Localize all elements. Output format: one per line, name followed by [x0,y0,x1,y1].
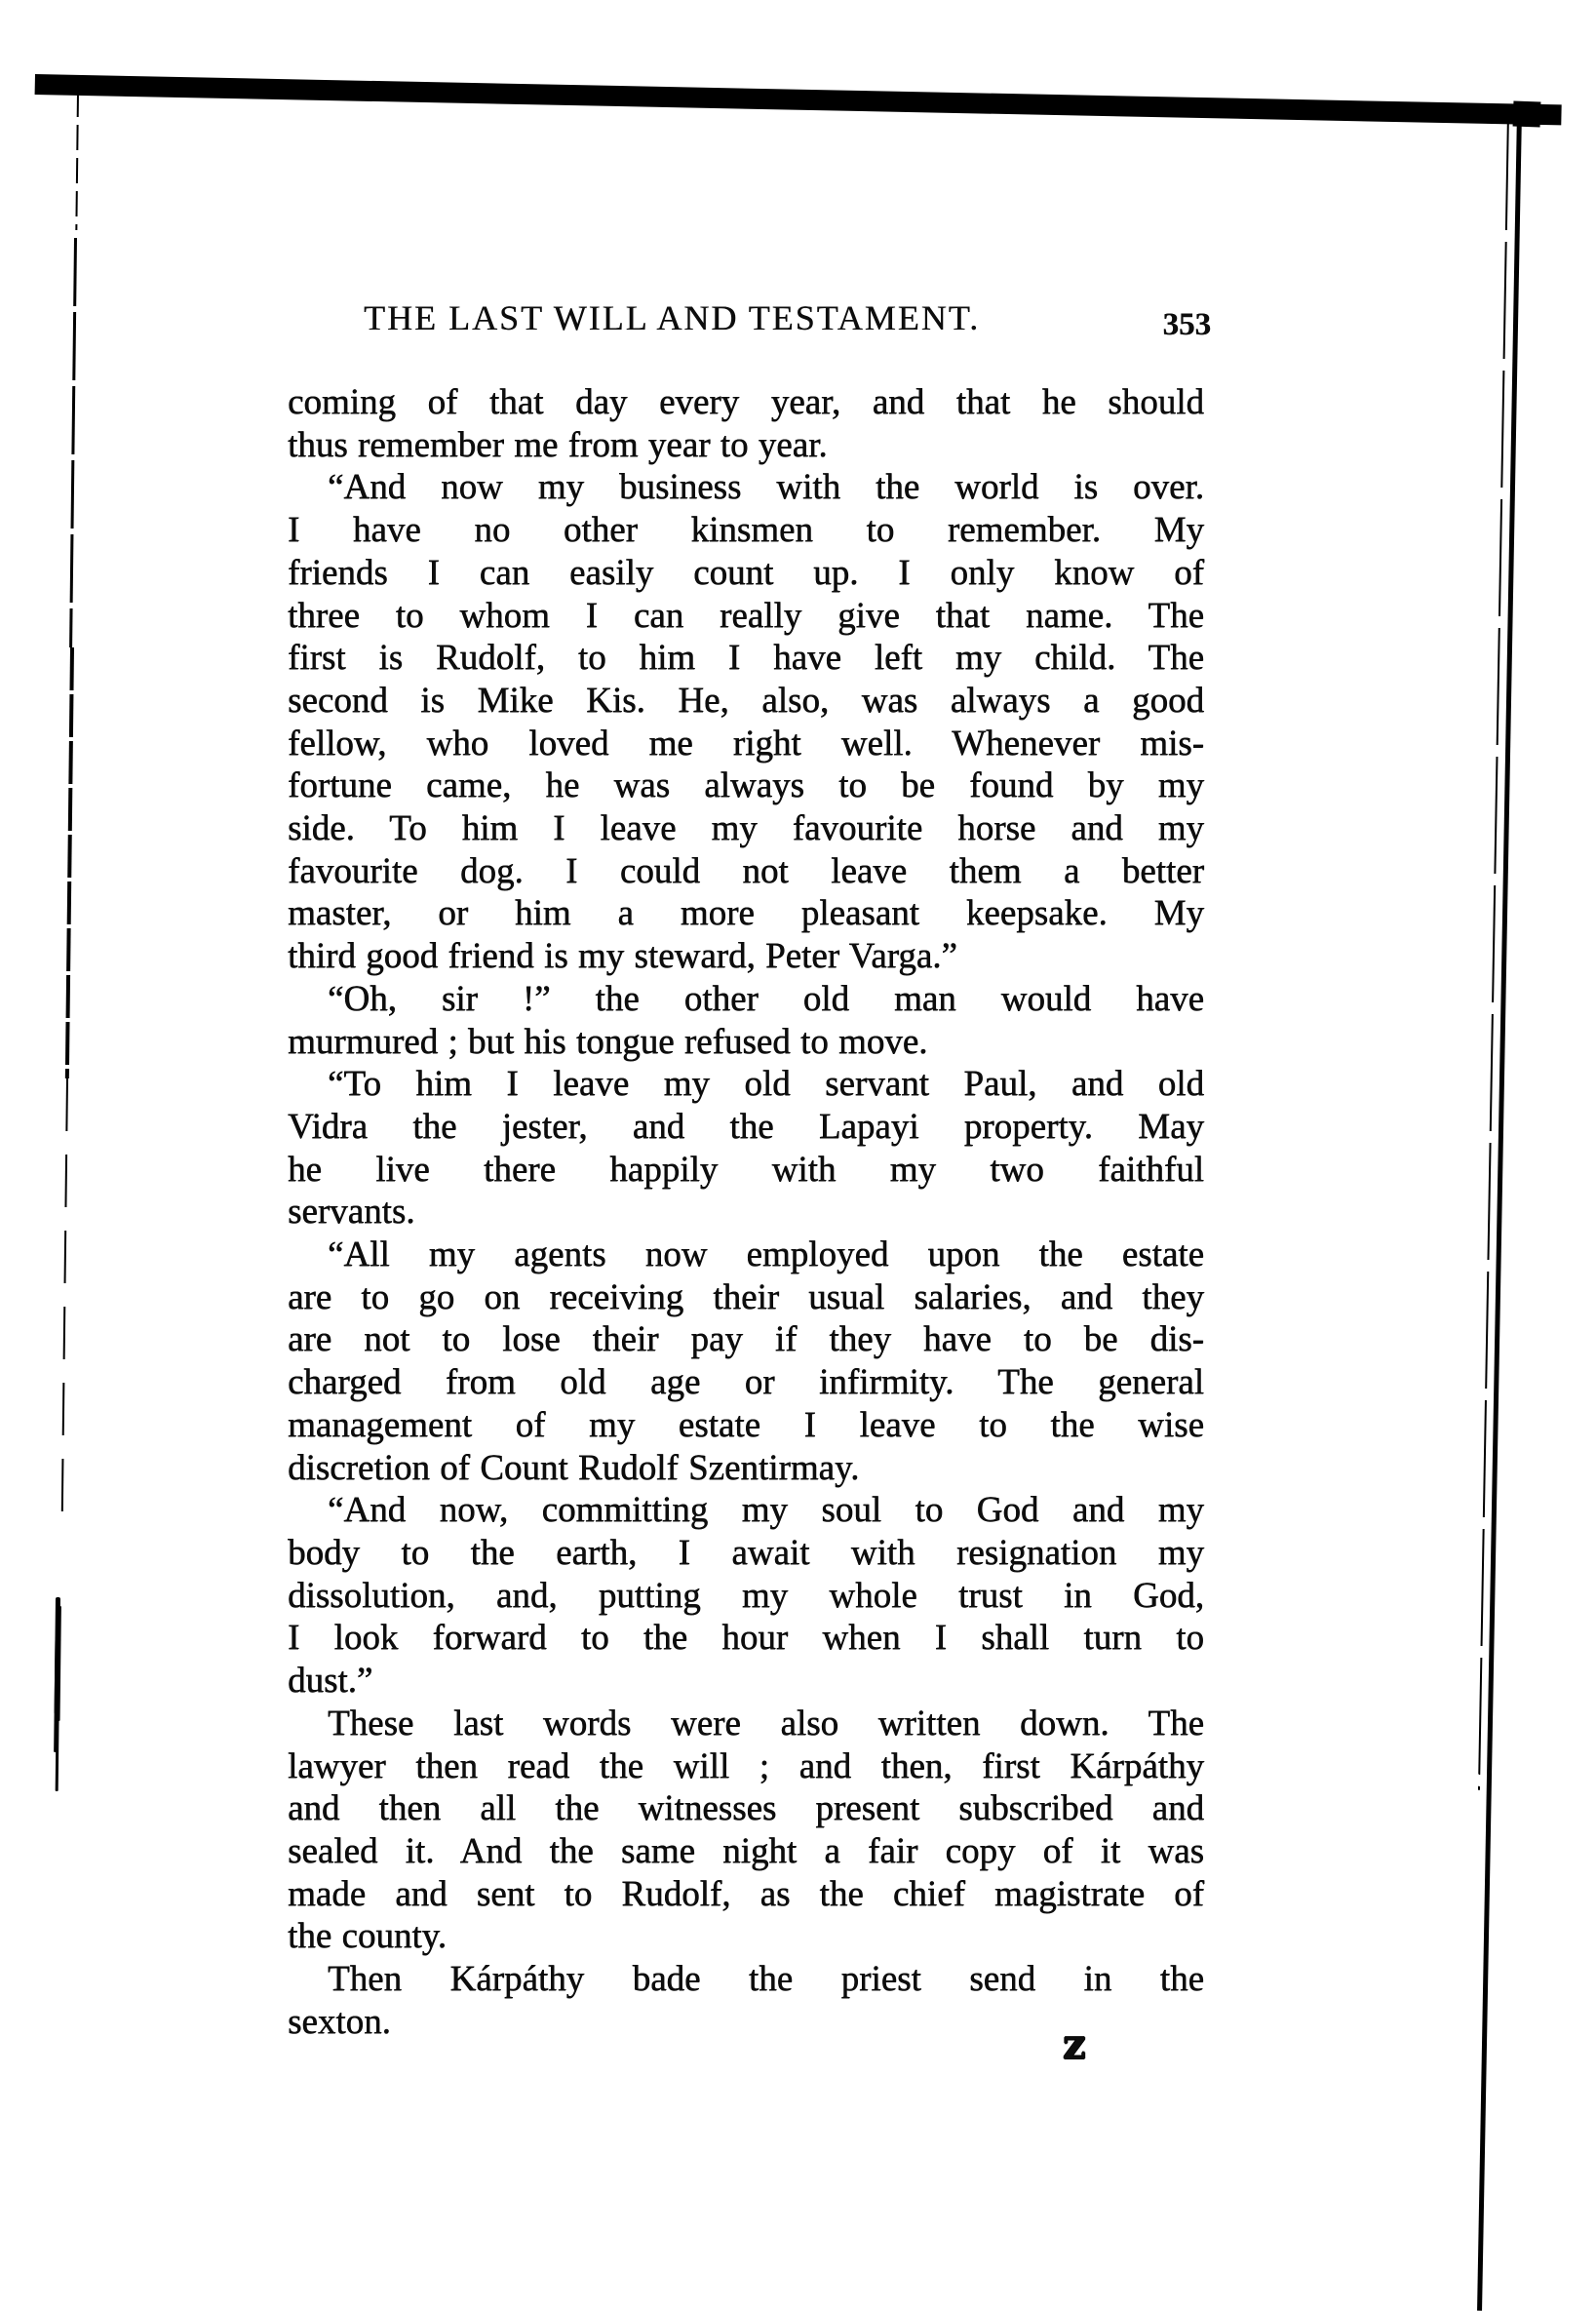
scan-left-edge-line [65,647,74,1078]
running-head-title: THE LAST WILL AND TESTAMENT. [364,298,981,337]
scan-left-edge-line [55,1597,60,1714]
paragraph [288,1489,1204,1703]
scan-left-edge-line [61,1078,68,1511]
text-line: third good friend is my steward, Peter Varga.” [288,936,957,977]
text-line: favourite dog. I could not leave them a better [288,850,1204,891]
page-number: 353 [1162,307,1211,342]
text-line: I have no other kinsmen to remember. My [288,510,1204,551]
text-line: “All my agents now employed upon the estate [328,1234,1204,1275]
text-line: body to the earth, I await with resignation my [288,1532,1204,1573]
text-line: are to go on receiving their usual salaries, and they [288,1276,1204,1317]
text-column [288,381,1204,2043]
paragraph [288,1234,1204,1489]
paragraph [288,978,1204,1063]
text-line: master, or him a more pleasant keepsake. My [288,893,1204,934]
text-line: he live there happily with my two faithful [288,1149,1204,1190]
text-line: three to whom I can really give that name. The [288,595,1204,636]
text-line: fortune came, he was always to be found by my [288,765,1204,806]
text-line: “And now my business with the world is over. [328,467,1204,508]
text-line: Then Kárpáthy bade the priest send in the [328,1959,1204,2000]
text-line: first is Rudolf, to him I have left my child. The [288,638,1204,679]
text-line: charged from old age or infirmity. The general [288,1362,1204,1403]
text-line: are not to lose their pay if they have to be dis- [288,1319,1204,1360]
scan-top-edge-bar [35,74,1562,125]
paragraph [288,381,1204,466]
text-line: and then all the witnesses present subscribed and [288,1788,1204,1829]
text-line: “And now, committing my soul to God and my [328,1490,1204,1531]
text-line: friends I can easily count up. I only know of [288,552,1204,593]
text-line: management of my estate I leave to the wise [288,1404,1204,1445]
text-line: dust.” [288,1661,373,1702]
text-line: Vidra the jester, and the Lapayi property. May [288,1106,1204,1147]
scan-right-gutter-line-thick [1477,111,1522,2311]
paragraph [288,1703,1204,1958]
printer-signature-mark: z [1063,2020,1086,2068]
text-line: coming of that day every year, and that he should [288,382,1204,422]
paragraph [288,1063,1204,1234]
paragraph [288,466,1204,977]
text-line: “To him I leave my old servant Paul, and old [328,1064,1204,1105]
text-line: murmured ; but his tongue refused to move. [288,1021,928,1062]
text-line: “Oh, sir !” the other old man would have [328,978,1204,1019]
text-line: lawyer then read the will ; and then, first Kárpáthy [288,1745,1204,1786]
text-line: I look forward to the hour when I shall turn to [288,1618,1204,1659]
text-line: fellow, who loved me right well. Whenever mis- [288,723,1204,764]
text-line: dissolution, and, putting my whole trust in God, [288,1575,1204,1616]
text-line: discretion of Count Rudolf Szentirmay. [288,1447,860,1488]
text-line: thus remember me from year to year. [288,424,828,465]
text-line: made and sent to Rudolf, as the chief magistrate of [288,1873,1204,1914]
scan-left-edge-line [69,238,77,647]
text-line: servants. [288,1192,415,1233]
text-line: side. To him I leave my favourite horse and my [288,808,1204,849]
text-line: sexton. [288,2001,391,2042]
scan-left-edge-line [75,92,79,230]
text-line: sealed it. And the same night a fair copy of it was [288,1830,1204,1871]
text-line: These last words were also written down. The [328,1703,1204,1743]
text-line: the county. [288,1916,448,1957]
text-line: second is Mike Kis. He, also, was always a good [288,680,1204,721]
